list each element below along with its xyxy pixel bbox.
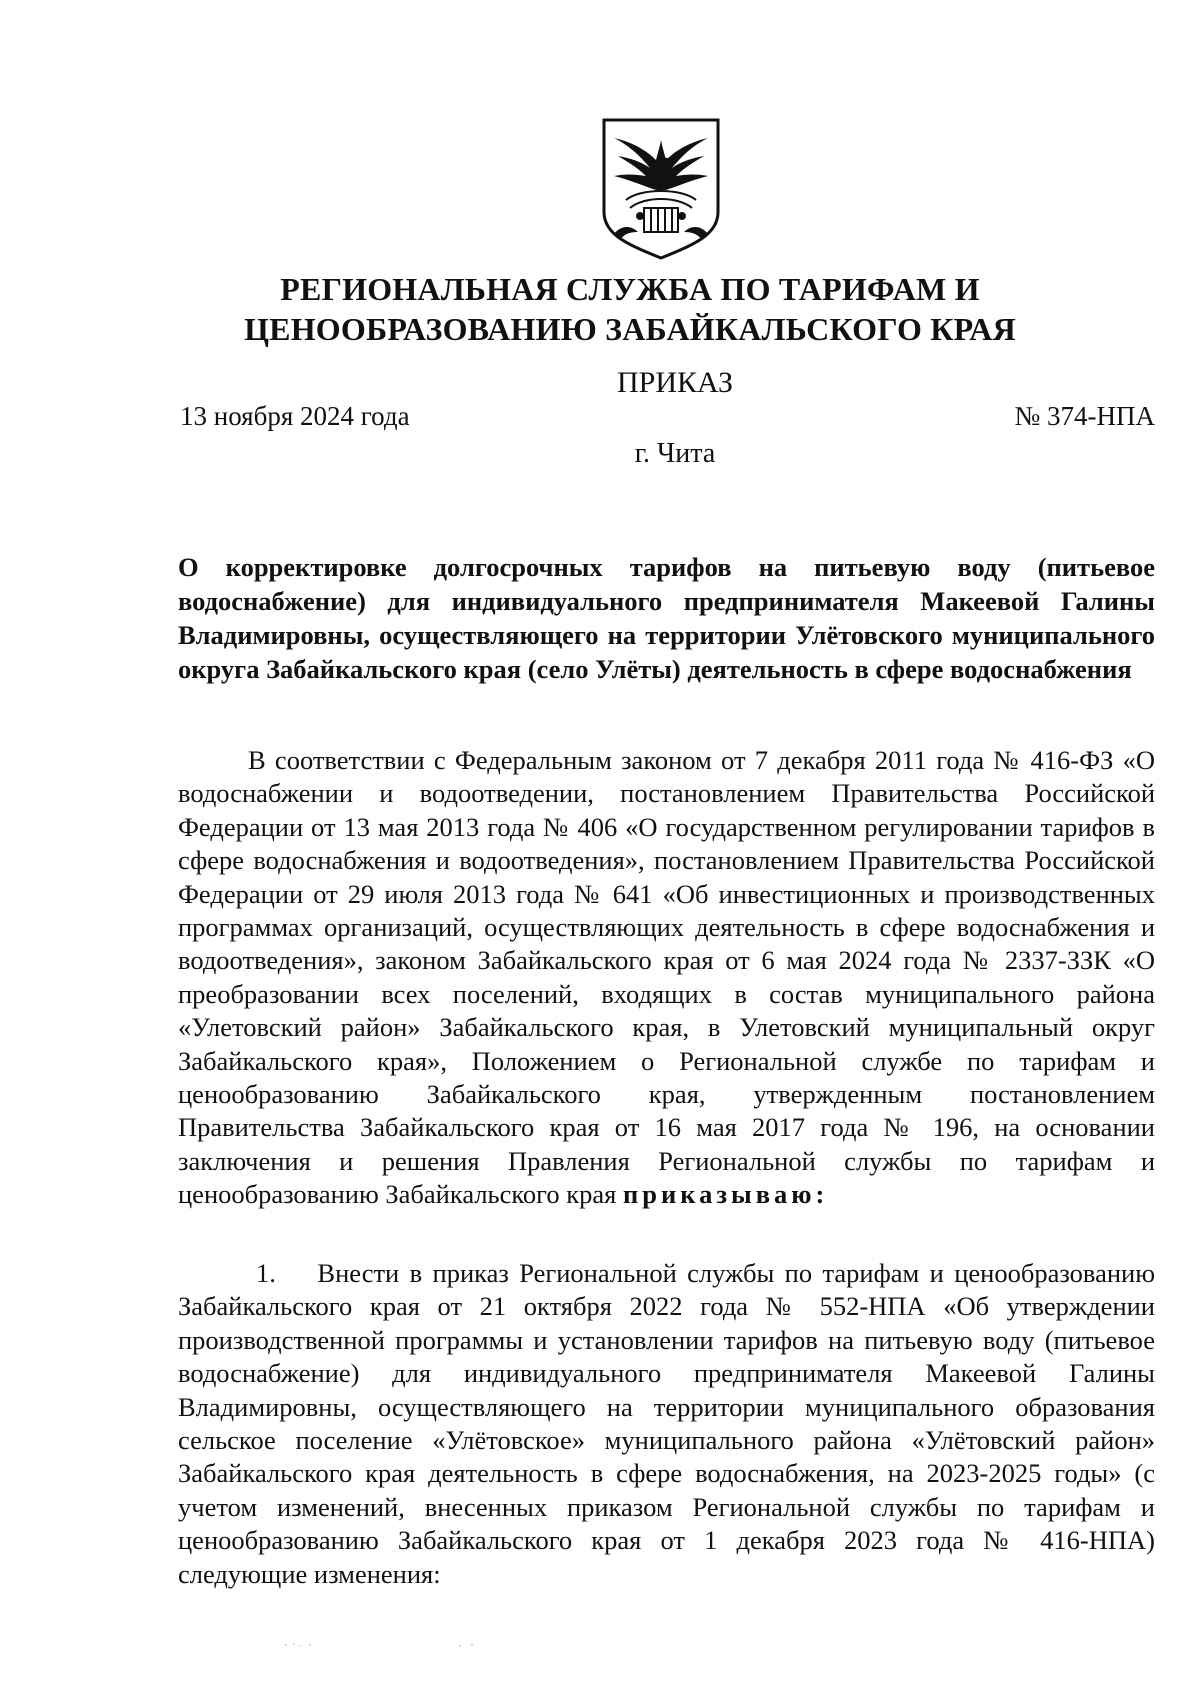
order-word: приказываю: — [622, 1179, 829, 1210]
item-number: 1. — [256, 1258, 276, 1288]
document-city: г. Чита — [634, 438, 716, 469]
item-text: Внести в приказ Региональной службы по тарифам и ценообразованию Забайкальского края от 21 октября 2022 года № 552-НПА «Об утверждении производственной программы и установлении тарифов на питьевую воду (питьевое водоснабжение) для индивидуального предпринимателя Макеевой Галины Владимировны, осуществляющего на территории муниципального образования сельское поселение «Улётовское» муниципального района «Улётовский район» Забайкальского края деятельность в сфере водоснабжения, на 2023-2025 годы» (с учетом изменений, внесенных приказом Региональной службы по тарифам и ценообразованию Забайкальского края от 1 декабря 2023 года № 416-НПА) следующие изменения: — [178, 1258, 1156, 1589]
document-date: 13 ноября 2024 года — [180, 401, 410, 431]
organization-title-line-2: ЦЕНООБРАЗОВАНИЮ ЗАБАЙКАЛЬСКОГО КРАЯ — [244, 311, 1016, 347]
document-number: № 374-НПА — [1014, 401, 1155, 431]
zabaikalsky-krai-coat-of-arms-icon — [600, 116, 722, 262]
preamble-text: В соответствии с Федеральным законом от 7 декабря 2011 года № 416-ФЗ «О водоснабжении и водоотведении, постановлением Правительства Российской Федерации от 13 мая 2013 года № 406 «О государственном регулировании тарифов в сфере водоснабжения и водоотведения», постановлением Правительства Российской Федерации от 29 июля 2013 года № 641 «Об инвестиционных и производственных программах организаций, осуществляющих деятельность в сфере водоснабжения и водоотведения», законом Забайкальского края от 6 мая 2024 года № 2337-ЗЗК «О преобразовании всех поселений, входящих в состав муниципального района «Улетовский район» Забайкальского края, в Улетовский муниципальный округ Забайкальского края», Положением о Региональной службе по тарифам и ценообразованию Забайкальского края, утвержденным постановлением Правительства Забайкальского края от 16 мая 2017 года № 196, на основании заключения и решения Правления Региональной службы по тарифам и ценообразованию Забайкальского края — [178, 745, 1155, 1210]
organization-title-line-1: РЕГИОНАЛЬНАЯ СЛУЖБА ПО ТАРИФАМ И — [280, 271, 980, 307]
document-subject: О корректировке долгосрочных тарифов на питьевую воду (питьевое водоснабжение) для индивидуального предпринимателя Макеевой Галины Владимировны, осуществляющего на территории Улётовского муниципального округа Забайкальского края (село Улёты) деятельность в сфере водоснабжения — [178, 552, 1155, 684]
list-item — [178, 1257, 1155, 1591]
scan-noise — [280, 1640, 480, 1650]
preamble-paragraph — [178, 744, 1155, 1212]
document-type: ПРИКАЗ — [617, 366, 733, 399]
